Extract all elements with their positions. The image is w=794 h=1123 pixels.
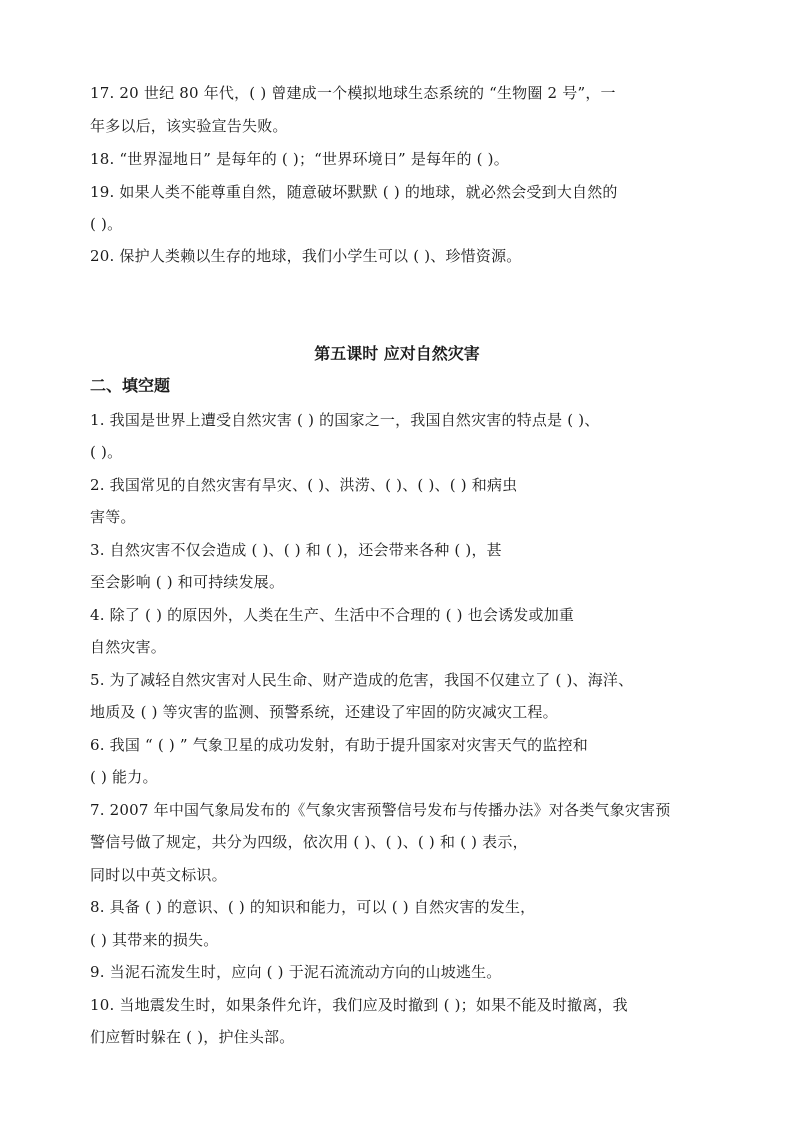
question-10-line-2: 们应暂时躲在 ( )，护住头部。 <box>90 1028 295 1046</box>
question-20-line-1: 20. 保护人类赖以生存的地球，我们小学生可以 ( )、珍惜资源。 <box>90 247 522 265</box>
question-3-line-2: 至会影响 ( ) 和可持续发展。 <box>90 573 285 591</box>
question-17-line-1: 17. 20 世纪 80 年代，( ) 曾建成一个模拟地球生态系统的 “生物圈 2 号”，一 <box>90 84 616 102</box>
question-6-line-2: ( ) 能力。 <box>90 768 158 786</box>
question-4-line-1: 4. 除了 ( ) 的原因外，人类在生产、生活中不合理的 ( ) 也会诱发或加重 <box>90 606 575 624</box>
subsection-heading: 二、填空题 <box>90 376 171 395</box>
question-9-line-1: 9. 当泥石流发生时，应向 ( ) 于泥石流流动方向的山坡逃生。 <box>90 963 502 981</box>
question-7-line-1: 7. 2007 年中国气象局发布的《气象灾害预警信号发布与传播办法》对各类气象灾害预 <box>90 801 671 819</box>
question-5-line-2: 地质及 ( ) 等灾害的监测、预警系统，还建设了牢固的防灾减灾工程。 <box>90 703 558 721</box>
question-1-line-1: 1. 我国是世界上遭受自然灾害 ( ) 的国家之一，我国自然灾害的特点是 ( )、 <box>90 411 600 429</box>
question-19-line-2: ( )。 <box>90 215 123 233</box>
question-7-line-2: 警信号做了规定，共分为四级，依次用 ( )、( )、( ) 和 ( ) 表示， <box>90 833 528 851</box>
lesson-title: 第五课时 应对自然灾害 <box>314 344 480 363</box>
question-5-line-1: 5. 为了减轻自然灾害对人民生命、财产造成的危害，我国不仅建立了 ( )、海洋、 <box>90 671 634 689</box>
question-8-line-2: ( ) 其带来的损失。 <box>90 931 219 949</box>
question-2-line-1: 2. 我国常见的自然灾害有旱灾、( )、洪涝、( )、( )、( ) 和病虫 <box>90 476 518 494</box>
question-19-line-1: 19. 如果人类不能尊重自然，随意破坏默默 ( ) 的地球，就必然会受到大自然的 <box>90 183 618 201</box>
question-3-line-1: 3. 自然灾害不仅会造成 ( )、( ) 和 ( )，还会带来各种 ( )，甚 <box>90 541 502 559</box>
question-1-line-2: ( )。 <box>90 443 123 461</box>
question-17-line-2: 年多以后，该实验宣告失败。 <box>90 117 288 135</box>
question-6-line-1: 6. 我国 “ ( ) ” 气象卫星的成功发射，有助于提升国家对灾害天气的监控和 <box>90 736 588 754</box>
question-18-line-1: 18. “世界湿地日” 是每年的 ( )；“世界环境日” 是每年的 ( )。 <box>90 150 509 168</box>
question-8-line-1: 8. 具备 ( ) 的意识、( ) 的知识和能力，可以 ( ) 自然灾害的发生， <box>90 898 536 916</box>
question-2-line-2: 害等。 <box>90 508 136 526</box>
question-4-line-2: 自然灾害。 <box>90 638 167 656</box>
question-10-line-1: 10. 当地震发生时，如果条件允许，我们应及时撤到 ( )；如果不能及时撤离，我 <box>90 996 628 1014</box>
question-7-line-3: 同时以中英文标识。 <box>90 866 227 884</box>
